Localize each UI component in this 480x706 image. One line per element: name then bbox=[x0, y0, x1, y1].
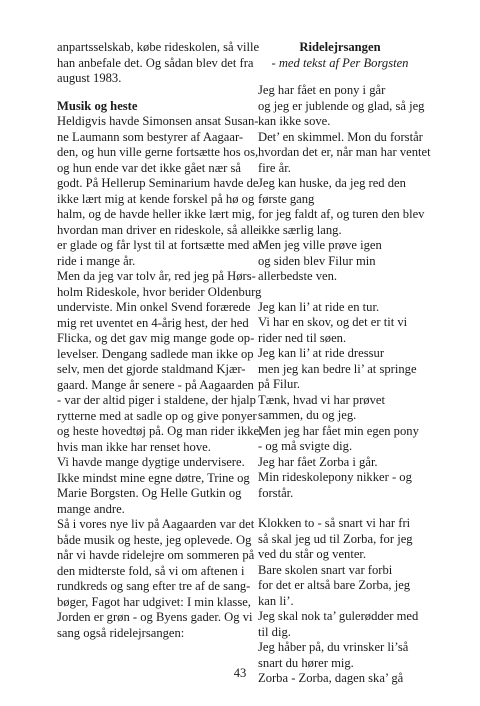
left-column bbox=[57, 40, 263, 641]
lyric-line: Men jeg har fået min egen pony bbox=[258, 423, 419, 438]
lyric-line: Zorba - Zorba, dagen ska’ gå bbox=[258, 671, 404, 685]
text-line: Flicka, og det gav mig mange gode op- bbox=[57, 331, 255, 345]
lyric-line: fire år. bbox=[258, 160, 291, 175]
intro-paragraph bbox=[57, 40, 260, 87]
lyric-line: første gang bbox=[258, 191, 315, 206]
text-line: både musik og heste, jeg oplevede. Og bbox=[57, 532, 252, 547]
lyric-line: allerbedste ven. bbox=[258, 269, 338, 283]
section-heading: Musik og heste bbox=[57, 98, 138, 113]
text-line: selv, men det gjorde staldmand Kjær- bbox=[57, 362, 246, 376]
text-line: den, og hun ville gerne fortsætte hos os, bbox=[57, 145, 259, 159]
stanza-gap bbox=[258, 285, 422, 300]
lyric-line: Jeg kan li’ at ride en tur. bbox=[258, 299, 380, 314]
song-title: Ridelejrsangen bbox=[299, 40, 381, 54]
lyric-line: Jeg har fået Zorba i går. bbox=[258, 454, 378, 469]
lyric-line: forstår. bbox=[258, 485, 294, 500]
text-line: gaard. Mange år senere - på Aagaarden bbox=[57, 377, 254, 392]
lyric-line: Jeg håber på, du vrinsker li’så bbox=[258, 640, 409, 654]
lyric-line: Men jeg ville prøve igen bbox=[258, 238, 382, 252]
text-line: anpartsselskab, købe rideskolen, så ville bbox=[57, 40, 260, 54]
stanza-gap bbox=[258, 501, 422, 516]
lyric-line: Vi har en skov, og det er tit vi bbox=[258, 315, 408, 329]
lyric-line: ikke særlig lang. bbox=[258, 222, 342, 237]
text-line: godt. På Hellerup Seminarium havde de bbox=[57, 176, 259, 190]
text-line: halm, og de havde heller ikke lært mig, bbox=[57, 207, 255, 221]
lyric-line: og siden blev Filur min bbox=[258, 253, 376, 268]
lyric-line: snart du hører mig. bbox=[258, 655, 354, 670]
text-line: - var der altid piger i staldene, der hjalp bbox=[57, 393, 256, 407]
text-line: og hun ende var det ikke gået nær så bbox=[57, 160, 241, 175]
lyric-line: kan ikke sove. bbox=[258, 114, 331, 128]
text-line: ikke lært mig at kende forskel på hø og bbox=[57, 191, 255, 206]
lyric-line: Det’ en skimmel. Mon du forstår bbox=[258, 129, 423, 144]
text-line: Ikke mindst mine egne døtre, Trine og bbox=[57, 470, 250, 485]
lyric-line: til dig. bbox=[258, 624, 291, 639]
page-number: 43 bbox=[233, 666, 247, 680]
text-line: Heldigvis havde Simonsen ansat Susan- bbox=[57, 114, 259, 128]
text-line: holm Rideskole, hvor berider Oldenburg bbox=[57, 284, 262, 299]
lyric-line: så skal jeg ud til Zorba, for jeg bbox=[258, 531, 413, 546]
text-line: hvordan man driver en rideskole, så alle bbox=[57, 222, 259, 237]
lyric-line: Jeg har fået en pony i går bbox=[258, 83, 386, 97]
lyric-line: og jeg er jublende og glad, så jeg bbox=[258, 98, 425, 113]
lyric-line: Min rideskolepony nikker - og bbox=[258, 470, 412, 484]
lyric-line: Bare skolen snart var forbi bbox=[258, 562, 393, 577]
lyric-line: hvordan det er, når man har ventet bbox=[258, 145, 431, 159]
paragraph-gap bbox=[258, 71, 422, 83]
text-line: ne Laumann som bestyrer af Aagaar- bbox=[57, 129, 244, 144]
song-stanza-3 bbox=[258, 516, 422, 687]
text-line: bøger, Fagot har udgivet: I min klasse, bbox=[57, 594, 251, 609]
text-line: underviste. Min onkel Svend forærede bbox=[57, 300, 251, 314]
lyric-line: rider ned til søen. bbox=[258, 330, 347, 345]
text-line: han anbefale det. Og sådan blev det fra bbox=[57, 55, 254, 70]
lyric-line: Tænk, hvad vi har prøvet bbox=[258, 392, 385, 407]
lyric-line: Jeg kan huske, da jeg red den bbox=[258, 176, 406, 190]
text-line: når vi havde ridelejre om sommeren på bbox=[57, 548, 255, 562]
lyric-line: for det er altså bare Zorba, jeg bbox=[258, 578, 411, 592]
lyric-line: på Filur. bbox=[258, 377, 300, 391]
right-column bbox=[258, 40, 431, 687]
text-line: Jorden er grøn - og Byens gader. Og vi bbox=[57, 610, 253, 624]
text-line: levelser. Dengang sadlede man ikke op bbox=[57, 346, 254, 361]
text-line: ride i mange år. bbox=[57, 253, 136, 268]
text-line: mig ret uventet en 4-årig hest, der hed bbox=[57, 315, 249, 330]
lyric-line: men jeg kan bedre li’ at springe bbox=[258, 361, 417, 376]
lyric-line: sammen, du og jeg. bbox=[258, 408, 357, 422]
lyric-line: for jeg faldt af, og turen den blev bbox=[258, 207, 425, 221]
text-line: Så i vores nye liv på Aagaarden var det bbox=[57, 517, 255, 531]
text-line: Vi havde mange dygtige undervisere. bbox=[57, 455, 245, 469]
song-subtitle: - med tekst af Per Borgsten bbox=[271, 55, 409, 70]
text-line: og heste hovedtøj på. Og man rider ikke, bbox=[57, 424, 263, 438]
lyric-line: - og må svigte dig. bbox=[258, 439, 353, 453]
text-line: Marie Borgsten. Og Helle Gutkin og bbox=[57, 486, 242, 500]
song-stanza-1 bbox=[258, 83, 431, 285]
lyric-line: Jeg kan li’ at ride dressur bbox=[258, 346, 385, 360]
text-line: rundkreds og sang efter tre af de sang- bbox=[57, 579, 251, 593]
text-line: mange andre. bbox=[57, 501, 125, 516]
text-line: er glade og får lyst til at fortsætte med at bbox=[57, 238, 262, 252]
lyric-line: Klokken to - så snart vi har fri bbox=[258, 516, 411, 530]
text-line: sang også ridelejrsangen: bbox=[57, 625, 185, 640]
text-line: den midterste fold, så vi om aftenen i bbox=[57, 563, 245, 578]
text-line: august 1983. bbox=[57, 71, 122, 85]
paragraph-gap bbox=[57, 87, 243, 99]
text-line: rytterne med at sadle op og give ponyer bbox=[57, 408, 257, 423]
lyric-line: kan li’. bbox=[258, 593, 294, 608]
lyric-line: ved du står og venter. bbox=[258, 547, 367, 561]
text-line: Men da jeg var tolv år, red jeg på Hørs- bbox=[57, 269, 256, 283]
song-stanza-2 bbox=[258, 300, 422, 502]
text-line: hvis man ikke har renset hove. bbox=[57, 439, 211, 454]
lyric-line: Jeg skal nok ta’ gulerødder med bbox=[258, 609, 419, 623]
body-text bbox=[57, 114, 263, 641]
